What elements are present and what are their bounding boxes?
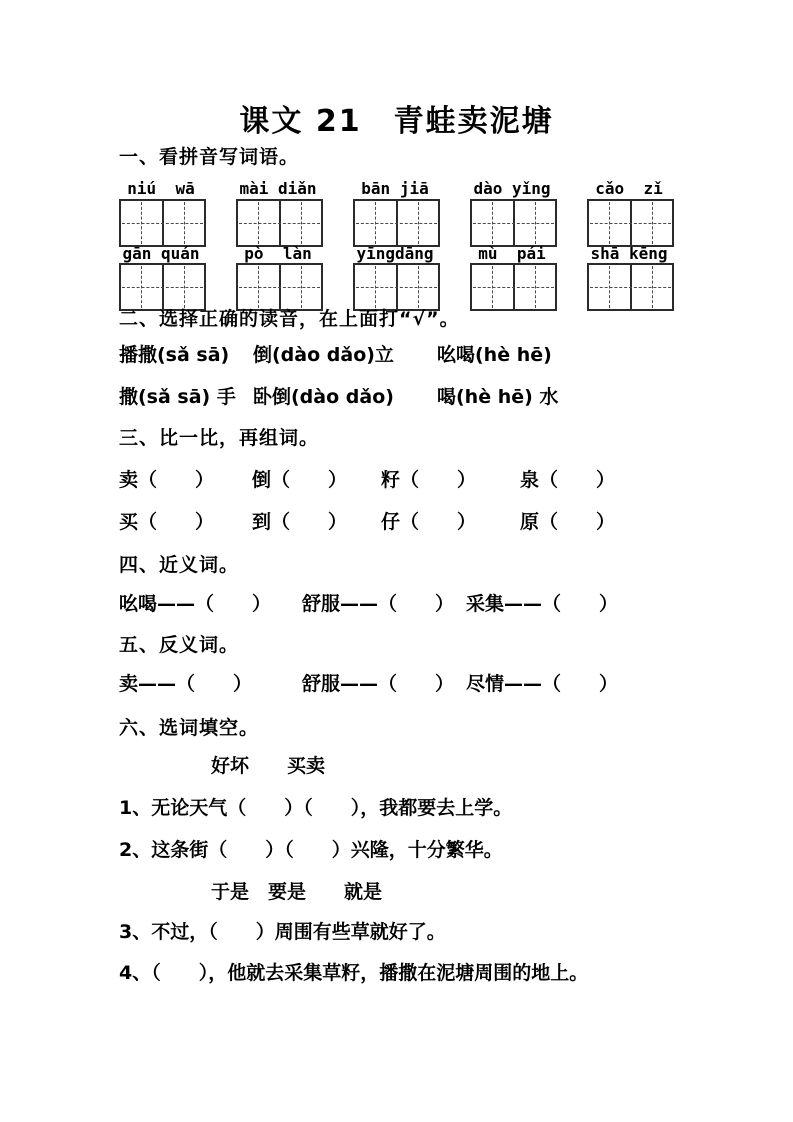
grid-cell xyxy=(355,265,396,309)
s4-item-caiji: 采集——（ ） xyxy=(466,593,619,615)
s5-item-mai: 卖——（ ） xyxy=(119,673,253,695)
section-2-heading: 二、选择正确的读音，在上面打“√”。 xyxy=(119,308,460,330)
grid-cell xyxy=(279,201,322,245)
pinyin-label-mu-pai: mù pái xyxy=(478,244,546,263)
grid-cell xyxy=(589,201,630,245)
writing-grid-box xyxy=(236,199,323,247)
writing-grid-box xyxy=(470,199,557,247)
grid-cell xyxy=(630,201,673,245)
writing-grid-box xyxy=(353,263,440,311)
pinyin-label-mai-dian: mài diǎn xyxy=(239,179,317,198)
s3-item-yuan: 原（ ） xyxy=(520,511,616,533)
section-5-heading: 五、反义词。 xyxy=(119,634,240,656)
s2-item-bosa: 播撒(sǎ sā) xyxy=(119,344,230,366)
s2-item-heshui: 喝(hè hē) 水 xyxy=(437,386,559,408)
grid-cell xyxy=(472,265,513,309)
grid-cell xyxy=(396,201,439,245)
pinyin-label-ban-jia: bān jiā xyxy=(361,179,429,198)
grid-cell xyxy=(238,201,279,245)
grid-cell xyxy=(121,265,162,309)
pinyin-label-gan-quan: gān quán xyxy=(122,244,200,263)
writing-grid-box xyxy=(587,199,674,247)
writing-grid-box xyxy=(353,199,440,247)
page-title: 课文 21 青蛙卖泥塘 xyxy=(239,104,554,139)
grid-cell xyxy=(238,265,279,309)
grid-cell xyxy=(121,201,162,245)
grid-cell xyxy=(513,201,556,245)
s4-item-yaohe: 吆喝——（ ） xyxy=(119,593,272,615)
s3-item-mai3: 买（ ） xyxy=(119,511,215,533)
pinyin-label-niu-wa: niú wā xyxy=(127,179,195,198)
s2-item-daoli: 倒(dào dǎo)立 xyxy=(253,344,394,366)
writing-grid-box xyxy=(470,263,557,311)
pinyin-label-po-lan: pò làn xyxy=(244,244,312,263)
section-3-heading: 三、比一比，再组词。 xyxy=(119,427,320,449)
grid-cell xyxy=(162,201,205,245)
s5-item-jinqing: 尽情——（ ） xyxy=(466,673,619,695)
s2-item-sashou: 撒(sǎ sā) 手 xyxy=(119,386,236,408)
s6-question-4: 4、（ ），他就去采集草籽，播撒在泥塘周围的地上。 xyxy=(119,962,589,984)
writing-grid-box xyxy=(236,263,323,311)
s4-item-shufu: 舒服——（ ） xyxy=(302,593,455,615)
grid-cell xyxy=(355,201,396,245)
grid-cell xyxy=(513,265,556,309)
word-bank-1: 好坏 买卖 xyxy=(211,755,326,777)
s5-item-shufu: 舒服——（ ） xyxy=(302,673,455,695)
writing-grid-box xyxy=(119,199,206,247)
s2-item-wodao: 卧倒(dào dǎo) xyxy=(253,386,394,408)
pinyin-label-sha-keng: shā kēng xyxy=(590,244,668,263)
grid-cell xyxy=(396,265,439,309)
s3-item-mai4: 卖（ ） xyxy=(119,469,215,491)
writing-grid-box xyxy=(119,263,206,311)
s6-question-3: 3、不过，（ ）周围有些草就好了。 xyxy=(119,921,446,943)
section-4-heading: 四、近义词。 xyxy=(119,554,240,576)
grid-cell xyxy=(162,265,205,309)
s3-item-zai: 仔（ ） xyxy=(381,511,477,533)
s2-item-yaohe: 吆喝(hè hē) xyxy=(437,344,552,366)
grid-cell xyxy=(279,265,322,309)
grid-cell xyxy=(472,201,513,245)
s6-question-1: 1、无论天气（ ）（ ），我都要去上学。 xyxy=(119,797,513,819)
s3-item-dao: 倒（ ） xyxy=(252,469,348,491)
s3-item-zi: 籽（ ） xyxy=(381,469,477,491)
pinyin-label-dao-ying: dào yǐng xyxy=(473,179,551,198)
s3-item-dao2: 到（ ） xyxy=(252,511,348,533)
grid-cell xyxy=(630,265,673,309)
writing-grid-box xyxy=(587,263,674,311)
grid-cell xyxy=(589,265,630,309)
word-bank-2: 于是 要是 就是 xyxy=(211,881,383,903)
s3-item-quan: 泉（ ） xyxy=(520,469,616,491)
s6-question-2: 2、这条街（ ）（ ）兴隆，十分繁华。 xyxy=(119,839,503,861)
section-6-heading: 六、选词填空。 xyxy=(119,717,260,739)
pinyin-label-cao-zi: cǎo zǐ xyxy=(595,179,663,198)
section-1-heading: 一、看拼音写词语。 xyxy=(119,146,300,168)
pinyin-label-yingdang: yīngdāng xyxy=(356,244,434,263)
